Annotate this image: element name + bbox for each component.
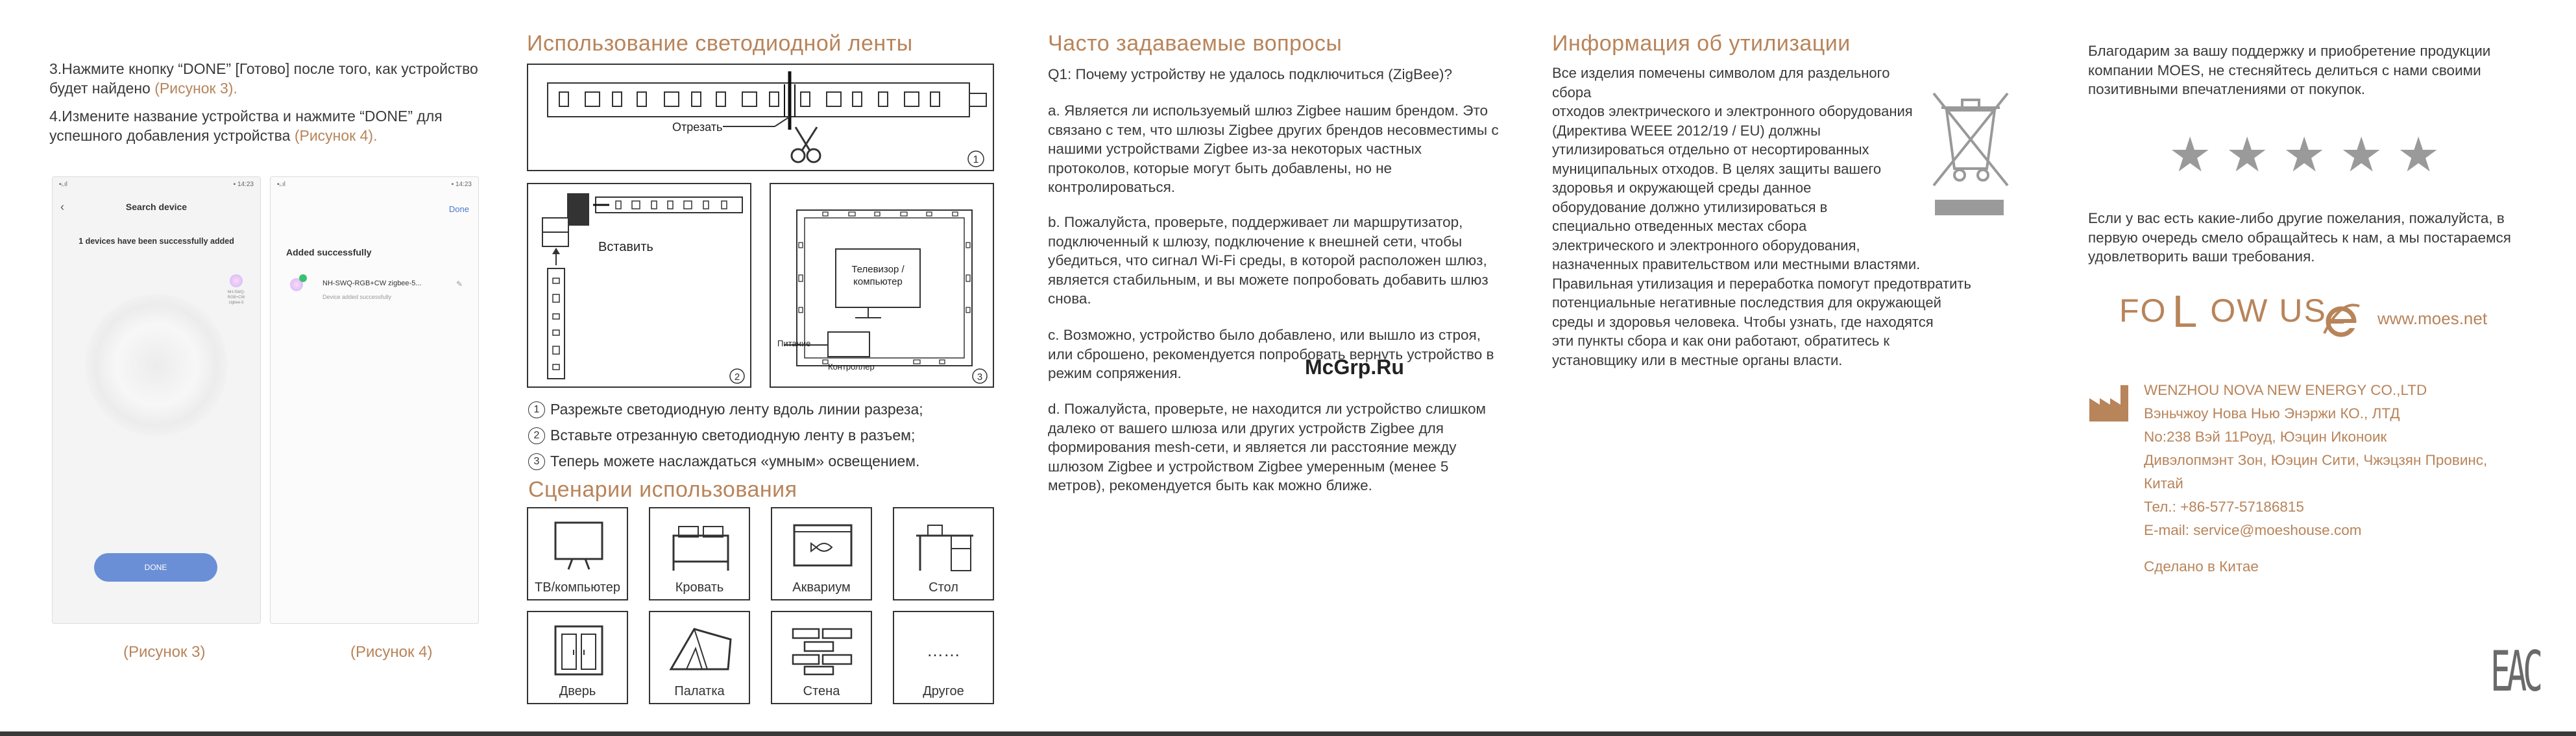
star-icon: ★ bbox=[2340, 128, 2383, 182]
scenario-label-door: Дверь bbox=[559, 684, 596, 698]
faq-panel bbox=[1048, 0, 1515, 736]
wall-icon bbox=[790, 620, 855, 678]
disposal-text-narrow bbox=[1552, 64, 1971, 370]
disposal-line: потенциальные негативные последствия для окружающей bbox=[1552, 294, 1941, 311]
disposal-line: среды и здоровья человека. Чтобы узнать, где находятся bbox=[1552, 313, 1934, 330]
scenario-tv bbox=[527, 507, 628, 600]
faq-question-1: Q1: Почему устройству не удалось подключиться (ZigBee)? bbox=[1048, 66, 1453, 82]
phone-status-bar: ▪ᵢ.ıl ▪ 14:23 bbox=[59, 181, 254, 188]
device-added-status: Device added successfully bbox=[322, 294, 392, 300]
edit-pencil-icon[interactable]: ✎ bbox=[456, 279, 463, 289]
found-device-name: NH-SWQ-RGB+CW zigbee-5 bbox=[227, 291, 245, 305]
scenario-label-aquarium: Аквариум bbox=[792, 580, 851, 595]
search-radar-graphic bbox=[85, 294, 228, 436]
address-line-3: Китай bbox=[2144, 475, 2183, 492]
wiring-diagram bbox=[770, 183, 994, 388]
follow-text-right: OW US bbox=[2210, 292, 2327, 329]
disposal-line: отходов электрического и электронного оборудования bbox=[1552, 103, 1913, 119]
step3-figure-ref: (Рисунок 3). bbox=[154, 79, 237, 97]
done-link[interactable]: Done bbox=[448, 204, 469, 214]
cut-label: Отрезать bbox=[672, 121, 723, 134]
disposal-line: оборудование должно утилизироваться в bbox=[1552, 198, 1828, 215]
disposal-line: муниципальных отходов. В целях защиты вашего bbox=[1552, 160, 1882, 177]
step-number-2: 2 bbox=[528, 427, 545, 444]
phone-number[interactable]: Тел.: +86-577-57186815 bbox=[2144, 499, 2304, 515]
faq-answer-a: a. Является ли используемый шлюз Zigbee нашим брендом. Это связано с тем, что шлюзы Zigbee других брендов несовместимы с нашими устройствами Zigbee из-за некоторых частных протоколов, которые могут быть добавлены, но не контролироваться. bbox=[1048, 102, 1499, 195]
bulb-icon bbox=[230, 274, 243, 287]
step4-text: 4.Измените название устройства и нажмите “DONE” для успешного добавления устройства bbox=[49, 108, 443, 144]
address-line-2: Дивэлопмэнт Зон, Юэцин Сити, Чжэцзян Провинс, bbox=[2144, 452, 2488, 468]
tent-icon bbox=[668, 620, 733, 678]
disposal-line: (Директива WEEE 2012/19 / EU) должны bbox=[1552, 122, 1821, 139]
company-name-ru: Вэньчжоу Нова Нью Энэржи КО., ЛТД bbox=[2144, 405, 2400, 421]
scenario-wall bbox=[771, 611, 872, 704]
bed-icon bbox=[668, 516, 733, 575]
tv-icon bbox=[546, 516, 611, 575]
website-link[interactable]: www.moes.net bbox=[2377, 309, 2488, 328]
devices-found-text: 1 devices have been successfully added bbox=[79, 237, 234, 246]
made-in-text: Сделано в Китае bbox=[2144, 558, 2259, 575]
ellipsis-icon: …… bbox=[927, 641, 960, 660]
disposal-line: электрического и электронного оборудования, bbox=[1552, 237, 1860, 254]
disposal-line: Все изделия помечены символом для раздельного сбора bbox=[1552, 65, 1890, 101]
scenario-label-other: Другое bbox=[923, 684, 964, 698]
diagram-number-3: 3 bbox=[977, 372, 983, 383]
scenario-aquarium bbox=[771, 507, 872, 600]
eac-certification-mark: EAC bbox=[2490, 639, 2540, 704]
scenario-bed bbox=[649, 507, 750, 600]
desk-icon bbox=[912, 516, 977, 575]
follow-text-left: FO bbox=[2119, 292, 2167, 329]
faq-answer-b: b. Пожалуйста, проверьте, поддерживает ли маршрутизатор, подключенный к шлюзу, подключение к внешней сети, чтобы убедиться, что сигнал Wi-Fi среды, в которой расположен шлюз, является стабильным, и вы можете попробовать добавить шлюз снова. bbox=[1048, 214, 1488, 307]
diagram-number-1: 1 bbox=[973, 154, 979, 165]
watermark-text: McGrp.Ru bbox=[1305, 355, 1404, 379]
scenarios-title: Сценарии использования bbox=[528, 477, 797, 502]
disposal-line: эти пункты сбора и как они работают, обратитесь к bbox=[1552, 333, 1890, 349]
phone-screenshot-search-device bbox=[52, 176, 261, 624]
step-number-3: 3 bbox=[528, 453, 545, 470]
scenario-label-tent: Палатка bbox=[674, 684, 725, 698]
address-line-1: No:238 Вэй 11Роуд, Юэцин Иконоик bbox=[2144, 429, 2387, 445]
led-strip-svg bbox=[528, 65, 993, 170]
bottom-border bbox=[0, 731, 2576, 736]
factory-icon bbox=[2088, 383, 2131, 423]
scenario-door bbox=[527, 611, 628, 704]
star-icon: ★ bbox=[2397, 128, 2440, 182]
done-button[interactable]: DONE bbox=[94, 553, 217, 582]
phone-screen-title: Search device bbox=[125, 202, 188, 212]
disposal-line: утилизироваться отдельно от несортированных bbox=[1552, 141, 1869, 158]
faq-answer-d: d. Пожалуйста, проверьте, не находится ли устройство слишком далеко от вашего шлюза или других устройств Zigbee для формирования mesh-сети, и является ли расстояние между шлюзом Zigbee и устройством Zigbee умеренным (менее 5 метров), рекомендуется быть как можно ближе. bbox=[1048, 401, 1487, 493]
usage-step-1 bbox=[528, 401, 923, 418]
feedback-paragraph: Если у вас есть какие-либо другие пожелания, пожалуйста, в первую очередь смело обращайтесь к нам, а мы постараемся удовлетворить ваши требования. bbox=[2088, 210, 2511, 265]
star-icon: ★ bbox=[2226, 128, 2269, 182]
aquarium-icon bbox=[790, 516, 855, 575]
step-number-1: 1 bbox=[528, 401, 545, 418]
disposal-title: Информация об утилизации bbox=[1552, 31, 1851, 56]
setup-steps-panel bbox=[49, 0, 491, 736]
phone-status-bar-2: ▪ᵢ.ıl ▪ 14:23 bbox=[277, 181, 472, 188]
company-name-en: WENZHOU NOVA NEW ENERGY CO.,LTD bbox=[2144, 382, 2427, 398]
step-text-2: Вставьте отрезанную светодиодную ленту в разъем; bbox=[550, 427, 916, 444]
check-badge-icon bbox=[299, 274, 307, 282]
step-text-1: Разрежьте светодиодную ленту вдоль линии разреза; bbox=[550, 401, 923, 418]
step4-figure-ref: (Рисунок 4). bbox=[294, 126, 378, 144]
scenario-other bbox=[893, 611, 994, 704]
company-contacts bbox=[2144, 379, 2546, 578]
browser-icon[interactable] bbox=[2322, 300, 2361, 341]
scenario-desk bbox=[893, 507, 994, 600]
scenario-label-desk: Стол bbox=[929, 580, 958, 595]
scenario-label-wall: Стена bbox=[803, 684, 840, 698]
found-device-card[interactable] bbox=[221, 274, 251, 320]
thanks-paragraph: Благодарим за вашу поддержку и приобретение продукции компании MOES, не стесняйтесь делиться с нами своими позитивными впечатлениями от покупок. bbox=[2088, 43, 2491, 97]
follow-text-middle: L bbox=[2172, 286, 2199, 337]
tv-computer-label: Телевизор / компьютер bbox=[851, 264, 905, 287]
scenario-label-tv: ТВ/компьютер bbox=[535, 580, 620, 595]
disposal-line: назначенных правительством или местными властями. bbox=[1552, 256, 1921, 272]
device-name-field[interactable]: NH-SWQ-RGB+CW zigbee-5... bbox=[322, 279, 422, 287]
disposal-info-panel bbox=[1552, 0, 2032, 736]
led-strip-usage-panel bbox=[527, 0, 1020, 736]
added-successfully-heading: Added successfully bbox=[286, 247, 372, 257]
insert-label: Вставить bbox=[598, 240, 653, 254]
controller-label: Контроллер bbox=[828, 362, 875, 372]
step3-text: 3.Нажмите кнопку “DONE” [Готово] после того, как устройство будет найдено bbox=[49, 60, 478, 97]
follow-us-logo bbox=[2119, 286, 2327, 337]
led-usage-title: Использование светодиодной ленты bbox=[527, 31, 913, 56]
usage-step-2 bbox=[528, 427, 915, 444]
email-address[interactable]: E-mail: service@moeshouse.com bbox=[2144, 522, 2362, 538]
phone-screenshot-added bbox=[270, 176, 479, 624]
usage-step-3 bbox=[528, 453, 919, 470]
connector-svg bbox=[528, 184, 750, 386]
star-icon: ★ bbox=[2169, 128, 2212, 182]
power-label: Питание bbox=[777, 338, 811, 348]
figure4-caption: (Рисунок 4) bbox=[350, 643, 433, 661]
contact-panel bbox=[2088, 0, 2542, 736]
disposal-line: специально отведенных местах сбора bbox=[1552, 218, 1807, 234]
diagram-number-2: 2 bbox=[734, 372, 740, 383]
star-icon: ★ bbox=[2283, 128, 2326, 182]
insert-strip-diagram bbox=[527, 183, 751, 388]
scenario-label-bed: Кровать bbox=[675, 580, 724, 595]
faq-answer-c: c. Возможно, устройство было добавлено, или вышло из строя, или сброшено, рекомендуется попробовать вернуть устройство в режим сопряжения. bbox=[1048, 327, 1494, 381]
faq-title: Часто задаваемые вопросы bbox=[1048, 31, 1343, 56]
disposal-line: Правильная утилизация и переработка помогут предотвратить bbox=[1552, 275, 1971, 292]
step-text-3: Теперь можете наслаждаться «умным» освещением. bbox=[550, 453, 920, 469]
door-icon bbox=[546, 620, 611, 678]
back-icon[interactable]: ‹ bbox=[60, 200, 64, 213]
weee-crossed-bin-icon bbox=[1928, 84, 2013, 220]
scissors-icon bbox=[792, 127, 820, 162]
figure3-caption: (Рисунок 3) bbox=[123, 643, 206, 661]
step4-paragraph bbox=[49, 107, 484, 145]
cut-strip-diagram bbox=[527, 64, 994, 171]
scenario-tent bbox=[649, 611, 750, 704]
disposal-line: установщику или в местные органы власти. bbox=[1552, 351, 1843, 368]
step3-paragraph bbox=[49, 60, 484, 98]
disposal-line: здоровья и окружающей среды данное bbox=[1552, 180, 1812, 196]
